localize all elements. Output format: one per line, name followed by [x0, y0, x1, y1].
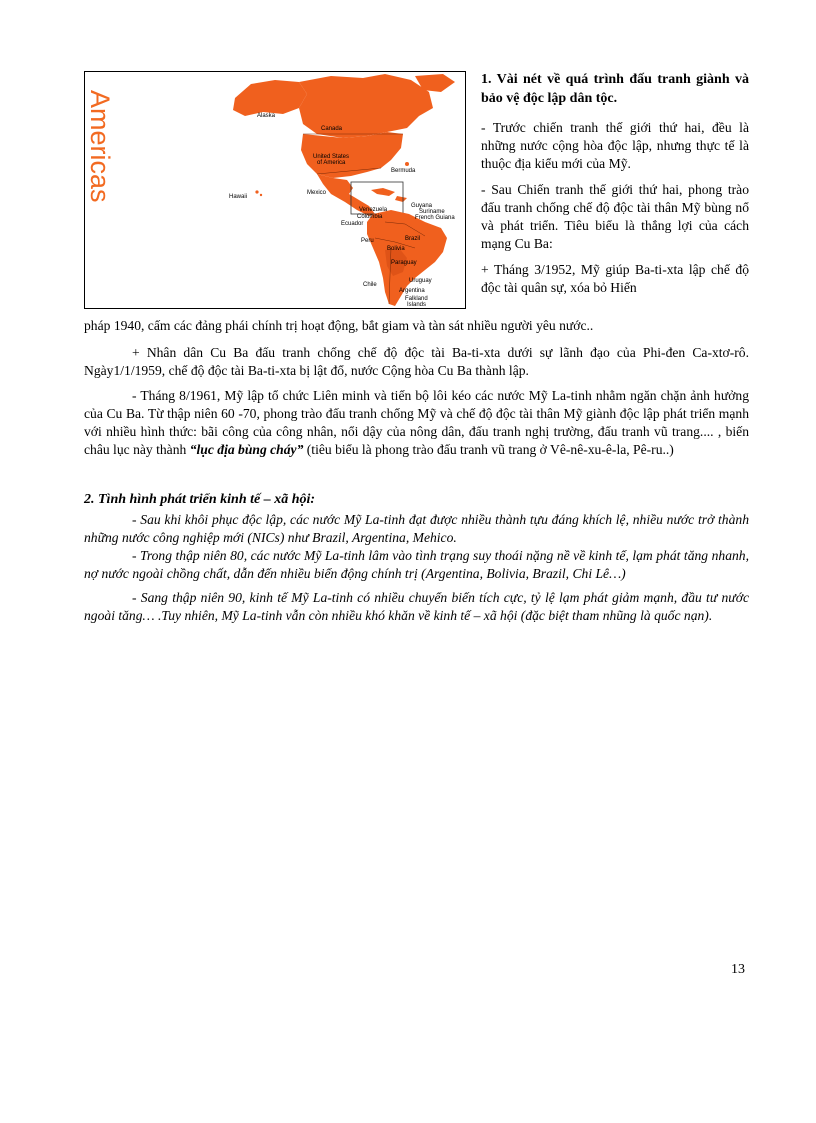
- label-venezuela: Venezuela: [359, 207, 388, 213]
- map-side-title: Americas: [85, 90, 115, 203]
- hawaii-dot: [255, 190, 258, 193]
- section2-paragraph-3: - Sang thập niên 90, kinh tế Mỹ La-tinh có nhiều chuyển biến tích cực, tỷ lệ lạm phát giảm mạnh, đầu tư nước ngoài tăng… .Tuy nhiên, Mỹ La-tinh vẫn còn nhiều khó khăn về kinh tế – xã hội (đặc biệt tham nhũng là quốc nạn).: [84, 590, 749, 623]
- section1-paragraph-5-b: (tiêu biểu là phong trào đấu tranh vũ trang ở Vê-nê-xu-ê-la, Pê-ru..): [303, 442, 674, 457]
- label-uruguay: Uruguay: [409, 278, 432, 284]
- section1-paragraph-1: - Trước chiến tranh thế giới thứ hai, đều là những nước cộng hòa độc lập, nhưng thực tế là thuộc địa kiểu mới của Mỹ.: [481, 120, 749, 171]
- section1-paragraph-3-continued: pháp 1940, cấm các đảng phái chính trị hoạt động, bắt giam và tàn sát nhiều người yêu nước..: [84, 318, 594, 333]
- label-canada: Canada: [321, 126, 343, 132]
- section2-paragraph-1: - Sau khi khôi phục độc lập, các nước Mỹ La-tinh đạt được nhiều thành tựu đáng khích lệ, nhiều nước trở thành những nước công nghiệp mới (NICs) như Brazil, Argentina, Mehico.: [84, 512, 749, 545]
- label-ecuador: Ecuador: [341, 221, 364, 227]
- americas-map: [84, 71, 466, 309]
- section2-paragraph-2: - Trong thập niên 80, các nước Mỹ La-tinh lâm vào tình trạng suy thoái nặng nề về kinh tế, lạm phát tăng nhanh, nợ nước ngoài chồng chất, dẫn đến nhiều biến động chính trị (Argentina, Bolivia, Brazil, Chi Lê…): [84, 548, 749, 581]
- label-alaska: Alaska: [257, 113, 276, 119]
- label-hawaii: Hawaii: [229, 194, 248, 200]
- section1-paragraph-5-emphasis: “lục địa bùng cháy”: [189, 442, 304, 457]
- label-colombia: Colombia: [357, 214, 383, 220]
- label-usa-1: United States: [313, 154, 350, 160]
- bermuda-dot: [405, 162, 409, 166]
- hawaii-dot-2: [260, 194, 262, 196]
- section1-paragraph-2: - Sau Chiến tranh thế giới thứ hai, phong trào đấu tranh chống chế độ độc tài thân Mỹ bùng nổ và phát triển. Tiêu biểu là thắng lợi của cách mạng Cu Ba:: [481, 182, 749, 251]
- label-mexico: Mexico: [307, 190, 327, 196]
- section2: [84, 491, 749, 625]
- label-suriname: Suriname: [419, 209, 445, 215]
- americas-map-graphic: [85, 72, 465, 308]
- section1-paragraph-3: + Tháng 3/1952, Mỹ giúp Ba-ti-xta lập chế độ độc tài quân sự, xóa bỏ Hiến: [481, 262, 749, 295]
- label-falkland-1: Falkland: [405, 296, 428, 302]
- label-french-guiana: French Guiana: [415, 215, 455, 221]
- section1-paragraph-5-a: - Tháng 8/1961, Mỹ lập tổ chức Liên minh và tiến bộ lôi kéo các nước Mỹ La-tinh nhằm ngăn chặn ảnh hưởng của Cu Ba. Từ thập niên 60 -70, phong trào đấu tranh chống Mỹ và chế độ độc tài thân Mỹ giành độc lập phát triển mạnh với nhiều hình thức: bãi công của công nhân, nổi dậy của nông dân, đấu tranh nghị trường, đấu tranh vũ trang.... , biến châu lục này thành: [84, 388, 749, 457]
- label-peru: Peru: [361, 238, 374, 244]
- canada-shape: [299, 74, 433, 138]
- label-bermuda: Bermuda: [391, 168, 416, 174]
- label-usa-2: of America: [317, 160, 346, 166]
- label-bolivia: Bolivia: [387, 246, 405, 252]
- label-paraguay: Paraguay: [391, 260, 417, 266]
- label-guyana: Guyana: [411, 203, 433, 209]
- label-chile: Chile: [363, 282, 377, 288]
- caribbean-shape: [371, 188, 407, 202]
- label-argentina: Argentina: [399, 288, 425, 294]
- label-brazil: Brazil: [405, 236, 421, 242]
- alaska-shape: [233, 80, 307, 116]
- section1-right-column: [481, 70, 749, 297]
- section2-heading: 2. Tình hình phát triển kinh tế – xã hội:: [84, 492, 316, 507]
- section1-full-width: [84, 317, 749, 459]
- label-falkland-2: Islands: [407, 302, 427, 308]
- section1-paragraph-4: + Nhân dân Cu Ba đấu tranh chống chế độ độc tài Ba-ti-xta dưới sự lãnh đạo của Phi-đen Ca-xtơ-rô. Ngày1/1/1959, chế độ độc tài Ba-ti-xta bị lật đổ, nước Cộng hòa Cu Ba thành lập.: [84, 345, 749, 378]
- section1-paragraph-5: [84, 387, 749, 459]
- page-number: 13: [731, 962, 745, 977]
- section1-heading: 1. Vài nét về quá trình đấu tranh giành và bảo vệ độc lập dân tộc.: [481, 72, 749, 106]
